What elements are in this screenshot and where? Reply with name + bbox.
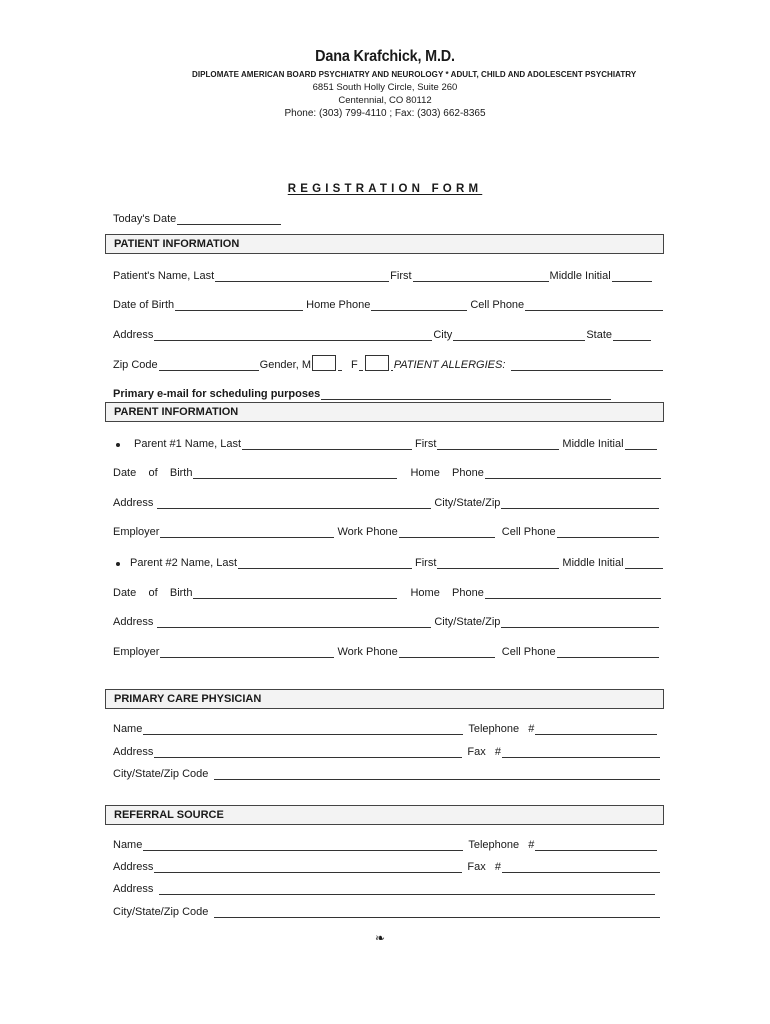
parent2-address-row: Address City/State/Zip [113, 616, 660, 628]
referral-source-header: REFERRAL SOURCE [105, 805, 664, 825]
parent1-city-state-zip-field[interactable] [501, 499, 659, 509]
parent1-dob-row: Date of Birth Home Phone [113, 467, 662, 479]
parent1-cell-phone-field[interactable] [557, 528, 659, 538]
gender-female-checkbox[interactable] [365, 355, 389, 371]
patient-zip-field[interactable] [159, 361, 259, 371]
patient-information-header: PATIENT INFORMATION [105, 234, 664, 254]
parent1-first-name-field[interactable] [437, 440, 559, 450]
pcp-city-state-zip-field[interactable] [214, 770, 660, 780]
parent2-name-row: Parent #2 Name, Last First Middle Initial [113, 557, 664, 569]
parent1-middle-initial-field[interactable] [625, 440, 657, 450]
parent2-last-name-field[interactable] [238, 559, 412, 569]
parent2-employer-field[interactable] [160, 648, 334, 658]
parent2-city-state-zip-field[interactable] [501, 618, 659, 628]
todays-date-row: Today's Date [113, 213, 282, 225]
parent1-name-row: Parent #1 Name, Last First Middle Initial [113, 438, 658, 450]
pcp-city-row: City/State/Zip Code [113, 768, 661, 780]
pcp-telephone-field[interactable] [535, 725, 657, 735]
pcp-name-row: Name Telephone # [113, 723, 658, 735]
patient-name-row: Patient's Name, Last First Middle Initial [113, 270, 653, 282]
patient-dob-row: Date of Birth Home Phone Cell Phone [113, 299, 664, 311]
pcp-address-row: Address Fax # [113, 746, 661, 758]
credentials-line: DIPLOMATE AMERICAN BOARD PSYCHIATRY AND NEUROLOGY * ADULT, CHILD AND ADOLESCENT PSYCHIATRY [192, 70, 637, 79]
referral-fax-field[interactable] [502, 863, 660, 873]
pcp-address-field[interactable] [154, 748, 462, 758]
parent2-work-phone-field[interactable] [399, 648, 495, 658]
parent1-address-row: Address City/State/Zip [113, 497, 660, 509]
parent1-employer-field[interactable] [160, 528, 334, 538]
form-title: REGISTRATION FORM [287, 183, 483, 195]
patient-state-field[interactable] [613, 331, 651, 341]
referral-address-field[interactable] [154, 863, 462, 873]
bullet-icon [116, 443, 120, 447]
referral-city-row: City/State/Zip Code [113, 906, 661, 918]
patient-first-name-field[interactable] [413, 272, 549, 282]
pcp-fax-field[interactable] [502, 748, 660, 758]
patient-allergies-field[interactable] [511, 361, 663, 371]
pcp-name-field[interactable] [143, 725, 463, 735]
parent1-dob-field[interactable] [193, 469, 397, 479]
address-line-1: 6851 South Holly Circle, Suite 260 [312, 82, 458, 93]
parent1-employer-row: Employer Work Phone Cell Phone [113, 526, 660, 538]
referral-city-state-zip-field[interactable] [214, 908, 660, 918]
patient-middle-initial-field[interactable] [612, 272, 652, 282]
doctor-name: Dana Krafchick, M.D. [315, 48, 455, 65]
parent2-home-phone-field[interactable] [485, 589, 661, 599]
referral-address-row: Address Fax # [113, 861, 661, 873]
parent1-address-field[interactable] [157, 499, 431, 509]
parent2-employer-row: Employer Work Phone Cell Phone [113, 646, 660, 658]
parent1-last-name-field[interactable] [242, 440, 412, 450]
parent2-address-field[interactable] [157, 618, 431, 628]
parent2-first-name-field[interactable] [437, 559, 559, 569]
referral-address2-row: Address [113, 883, 656, 895]
patient-email-field[interactable] [321, 390, 611, 400]
parent2-dob-field[interactable] [193, 589, 397, 599]
page-end-ornament-icon: ❧ [375, 931, 386, 945]
parent2-cell-phone-field[interactable] [557, 648, 659, 658]
parent-information-header: PARENT INFORMATION [105, 402, 664, 422]
referral-telephone-field[interactable] [535, 841, 657, 851]
parent1-home-phone-field[interactable] [485, 469, 661, 479]
patient-city-field[interactable] [453, 331, 585, 341]
phone-fax-line: Phone: (303) 799-4110 ; Fax: (303) 662-8365 [284, 108, 486, 119]
gender-male-checkbox[interactable] [312, 355, 336, 371]
referral-name-row: Name Telephone # [113, 839, 658, 851]
patient-cell-phone-field[interactable] [525, 301, 663, 311]
parent1-work-phone-field[interactable] [399, 528, 495, 538]
parent2-middle-initial-field[interactable] [625, 559, 663, 569]
address-line-2: Centennial, CO 80112 [338, 95, 432, 106]
parent2-dob-row: Date of Birth Home Phone [113, 587, 662, 599]
bullet-icon [116, 562, 120, 566]
referral-address2-field[interactable] [159, 885, 655, 895]
patient-address-row: Address City State [113, 329, 652, 341]
todays-date-field[interactable] [177, 215, 281, 225]
patient-home-phone-field[interactable] [371, 301, 467, 311]
patient-last-name-field[interactable] [215, 272, 389, 282]
patient-address-field[interactable] [154, 331, 432, 341]
referral-name-field[interactable] [143, 841, 463, 851]
patient-email-row: Primary e-mail for scheduling purposes [113, 388, 612, 400]
patient-zip-row: Zip Code Gender, M F PATIENT ALLERGIES: [113, 355, 664, 371]
primary-care-physician-header: PRIMARY CARE PHYSICIAN [105, 689, 664, 709]
patient-dob-field[interactable] [175, 301, 303, 311]
